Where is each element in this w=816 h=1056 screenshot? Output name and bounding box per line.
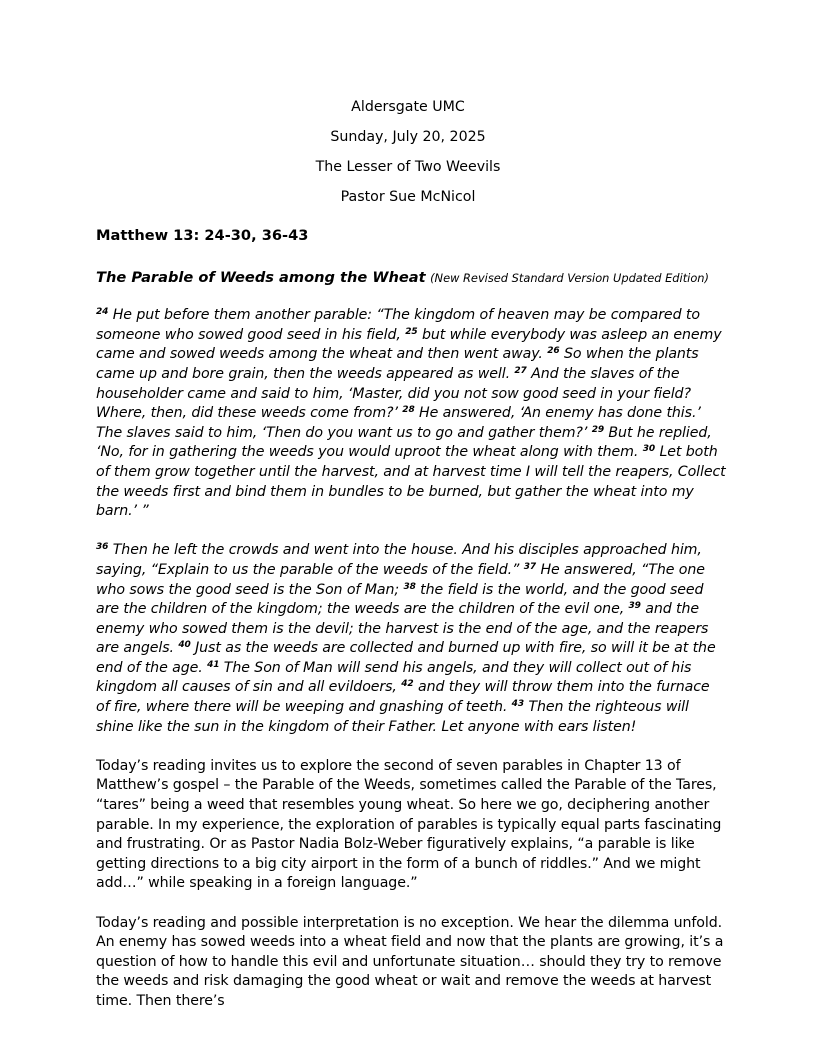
verse-number: 29 — [591, 424, 605, 435]
verse-text: but while everybody was asleep an enemy came and sowed weeds among the wheat and then went away. — [96, 326, 722, 363]
verse-number: 37 — [523, 561, 537, 572]
verse-number: 38 — [403, 581, 416, 592]
passage-heading — [96, 268, 726, 289]
sermon-date: Sunday, July 20, 2025 — [330, 129, 486, 145]
verse-text: and the enemy who sowed them is the devil; the harvest is the end of the age, and the reapers are angels. — [96, 601, 709, 657]
verse-text: He put before them another parable: “The kingdom of heaven may be compared to someone who sowed good seed in his field, — [96, 307, 700, 343]
verse-text: Let both of them grow together until the harvest, and at harvest time I will tell the reapers, Collect the weeds first and bind them in bundles to be burned, but gather the wheat into my barn.’ ” — [96, 444, 726, 520]
verse-number: 28 — [402, 405, 415, 416]
verse-text: Just as the weeds are collected and burned up with fire, so will it be at the end of the age. — [96, 640, 716, 676]
passage-title: The Parable of Weeds among the Wheat — [96, 268, 426, 286]
verse-number: 24 — [96, 307, 109, 318]
verse-number: 40 — [178, 640, 191, 651]
verse-text: Then the righteous will shine like the sun in the kingdom of their Father. Let anyone with ears listen! — [96, 699, 689, 735]
sermon-title: The Lesser of Two Weevils — [315, 159, 501, 175]
verse-number: 43 — [511, 699, 524, 710]
document-page — [96, 96, 726, 1031]
verse-number: 30 — [642, 444, 656, 455]
verse-text: Then he left the crowds and went into the house. And his disciples approached him, saying, “Explain to us the parable of the weeds of the field.” — [96, 542, 702, 578]
verse-text: and they will throw them into the furnace of fire, where there will be weeping and gnashing of teeth. — [96, 679, 710, 716]
verse-number: 26 — [547, 346, 560, 357]
verse-text: The Son of Man will send his angels, and they will collect out of his kingdom all causes of sin and all evildoers, — [96, 659, 692, 696]
church-name: Aldersgate UMC — [351, 99, 465, 115]
verse-text: the field is the world, and the good seed are the children of the kingdom; the weeds are the children of the evil one, — [96, 581, 704, 618]
verse-number: 27 — [514, 366, 527, 377]
sermon-header — [96, 96, 720, 216]
verse-number: 36 — [96, 542, 109, 553]
sermon-paragraph: Today’s reading invites us to explore the second of seven parables in Chapter 13 of Matthew’s gospel – the Parable of the Weeds, sometimes called the Parable of the Tares, “tares” being a weed that resembles young wheat. So here we go, deciphering another parable. In my experience, the exploration of parables is typically equal parts fascinating and frustrating. Or as Pastor Nadia Bolz-Weber figuratively explains, “a parable is like getting directions to a big city airport in the form of a bunch of riddles.” And we might add…” while speaking in a foreign language.” — [96, 757, 722, 892]
verse-text: He answered, “The one who sows the good seed is the Son of Man; — [96, 561, 705, 598]
scripture-reference: Matthew 13: 24-30, 36-43 — [96, 227, 309, 244]
sermon-paragraph: Today’s reading and possible interpretation is no exception. We hear the dilemma unfold. An enemy has sowed weeds into a wheat field and now that the plants are growing, it’s a question of how to handle this evil and unfortunate situation… should they try to remove the weeds and risk damaging the good wheat or wait and remove the weeds at harvest time. Then there’s — [96, 914, 724, 1009]
verse-text: And the slaves of the householder came and said to him, ‘Master, did you not sow good seed in your field? Where, then, did these weeds come from?’ — [96, 365, 691, 422]
verse-text: He answered, ‘An enemy has done this.’ The slaves said to him, ‘Then do you want us to go and gather them?’ — [96, 405, 701, 441]
bible-version: (New Revised Standard Version Updated Edition) — [430, 270, 709, 285]
scripture-paragraph-1 — [96, 306, 726, 522]
verse-text: But he replied, ‘No, for in gathering the weeds you would uproot the wheat along with them. — [96, 424, 712, 461]
verse-number: 41 — [207, 659, 220, 670]
verse-number: 39 — [628, 601, 641, 612]
scripture-paragraph-2 — [96, 541, 726, 737]
verse-number: 25 — [405, 326, 418, 337]
verse-text: So when the plants came up and bore grain, then the weeds appeared as well. — [96, 346, 699, 382]
verse-number: 42 — [401, 679, 414, 690]
pastor-name: Pastor Sue McNicol — [340, 189, 476, 205]
scripture-text — [96, 306, 726, 737]
